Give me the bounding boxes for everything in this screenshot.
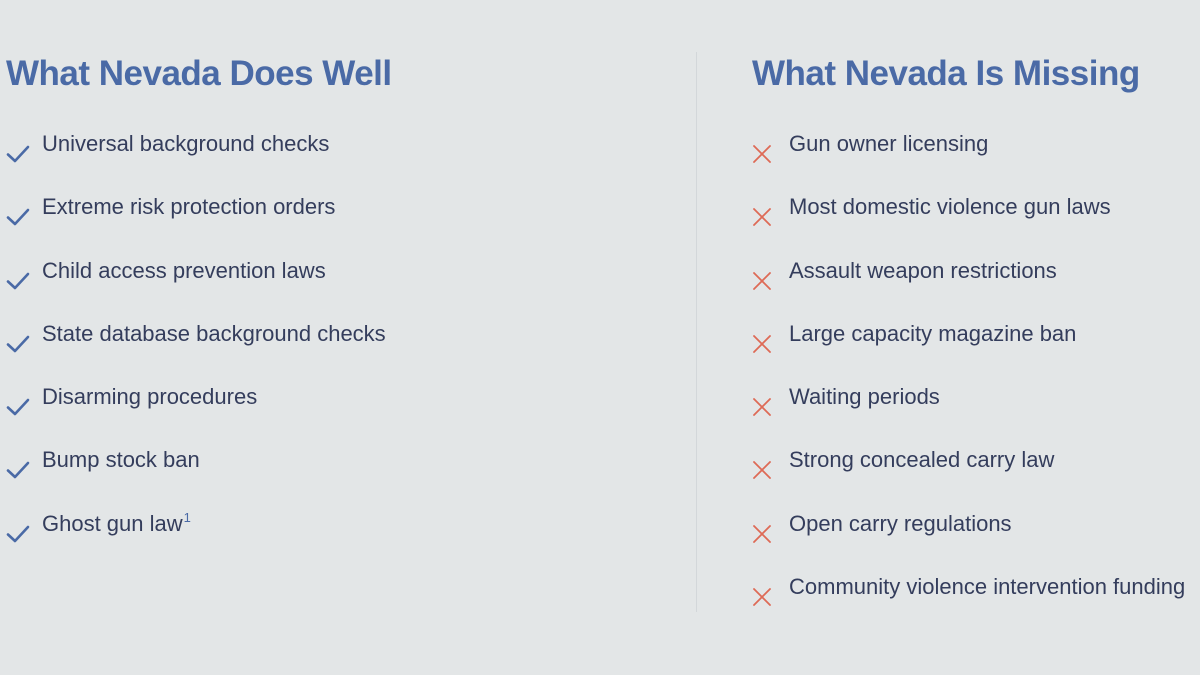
cross-icon (752, 524, 774, 548)
cross-icon (752, 334, 774, 358)
item-label-text: Disarming procedures (42, 384, 258, 410)
missing-list (752, 124, 1185, 630)
item-label (789, 492, 1012, 555)
item-label (789, 428, 1054, 491)
item-label-text: Most domestic violence gun laws (789, 194, 1111, 220)
footnote-marker: 1 (183, 510, 191, 526)
item-label (789, 555, 1185, 618)
item-label (42, 428, 200, 491)
item-label (42, 175, 335, 238)
does-well-heading: What Nevada Does Well (6, 54, 392, 93)
cross-icon (752, 460, 774, 484)
cross-icon (752, 271, 774, 295)
does-well-item (6, 504, 386, 567)
item-label-text: Assault weapon restrictions (789, 257, 1057, 283)
missing-heading: What Nevada Is Missing (752, 54, 1140, 93)
does-well-list (6, 124, 386, 567)
item-label (789, 302, 1076, 365)
check-icon (6, 397, 32, 421)
item-label-text: Community violence intervention funding (789, 574, 1186, 600)
item-label (789, 112, 988, 175)
item-label-text: Extreme risk protection orders (42, 194, 336, 220)
item-label (42, 302, 386, 365)
missing-item (752, 567, 1185, 630)
item-label-text: Bump stock ban (42, 447, 200, 473)
item-label-text: Gun owner licensing (789, 131, 989, 156)
cross-icon (752, 397, 774, 421)
check-icon (6, 524, 32, 548)
item-label-text: Open carry regulations (789, 510, 1012, 536)
item-label (789, 239, 1057, 302)
cross-icon (752, 144, 774, 168)
column-divider (696, 52, 697, 612)
item-label (42, 112, 329, 175)
item-label (789, 175, 1111, 238)
check-icon (6, 207, 32, 231)
item-label (42, 365, 257, 428)
item-label (42, 239, 326, 302)
item-label-text: Large capacity magazine ban (789, 320, 1077, 346)
item-label-text: Waiting periods (789, 384, 940, 410)
cross-icon (752, 587, 774, 611)
item-label (789, 365, 940, 428)
item-label-text: Ghost gun law (42, 510, 183, 536)
check-icon (6, 334, 32, 358)
item-label (42, 492, 191, 555)
check-icon (6, 460, 32, 484)
cross-icon (752, 207, 774, 231)
item-label-text: State database background checks (42, 320, 386, 346)
check-icon (6, 144, 32, 168)
item-label-text: Universal background checks (42, 131, 330, 156)
item-label-text: Strong concealed carry law (789, 447, 1055, 473)
item-label-text: Child access prevention laws (42, 257, 326, 283)
check-icon (6, 271, 32, 295)
